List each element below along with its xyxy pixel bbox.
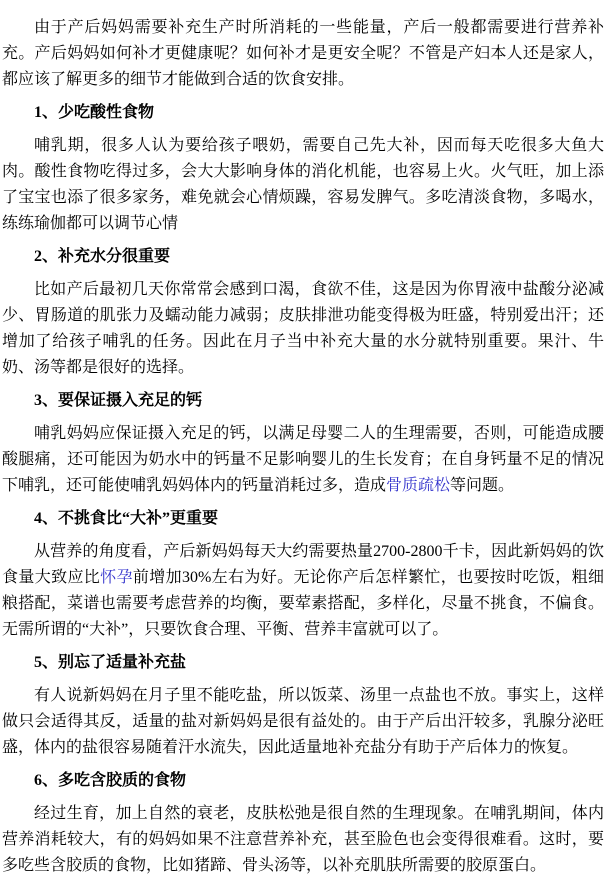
pregnancy-link[interactable]: 怀孕 [100,569,133,586]
paragraph-text: 哺乳妈妈应保证摄入充足的钙，以满足母婴二人的生理需要，否则，可能造成腰酸腿痛，还可能因为奶水中的钙量不足影响婴儿的生长发育；在自身钙量不足的情况下哺乳，还可能使哺乳妈妈体内的钙量消耗过多，造成 [2,425,604,494]
paragraph-text: 从营养的角度看，产后新妈妈每天大约需要热量2700-2800千卡，因此新妈妈的饮食量大致应比 [2,543,604,586]
paragraph-text: 等问题。 [450,477,515,494]
section-paragraph-6 [2,801,604,879]
section-heading-4: 4、不挑食比“大补”更重要 [34,510,219,527]
section-paragraph-1 [2,133,604,237]
osteoporosis-link[interactable]: 骨质疏松 [386,477,451,494]
paragraph-text: 有人说新妈妈在月子里不能吃盐，所以饭菜、汤里一点盐也不放。事实上，这样做只会适得其反，适量的盐对新妈妈是很有益处的。由于产后出汗较多，乳腺分泌旺盛，体内的盐很容易随着汗水流失，因此适量地补充盐分有助于产后体力的恢复。 [2,687,604,756]
section-paragraph-4 [2,539,604,643]
section-heading-3: 3、要保证摄入充足的钙 [34,392,203,409]
paragraph-text: 前增加30%左右为好。无论你产后怎样繁忙，也要按时吃饭，粗细粮搭配，菜谱也需要考虑营养的均衡，要荤素搭配，多样化，尽量不挑食，不偏食。无需所谓的“大补”，只要饮食合理、平衡、营养丰富就可以了。 [2,569,604,638]
intro-paragraph: 由于产后妈妈需要补充生产时所消耗的一些能量，产后一般都需要进行营养补充。产后妈妈如何补才更健康呢？如何补才是更安全呢？不管是产妇本人还是家人，都应该了解更多的细节才能做到合适的饮食安排。 [2,19,604,88]
section-heading-6: 6、多吃含胶质的食物 [34,772,187,789]
section-heading-2: 2、补充水分很重要 [34,248,171,265]
paragraph-text: 经过生育，加上自然的衰老，皮肤松弛是很自然的生理现象。在哺乳期间，体内营养消耗较大，有的妈妈如果不注意营养补充，甚至脸色也会变得很难看。这时，要多吃些含胶质的食物，比如猪蹄、骨头汤等，以补充肌肤所需要的胶原蛋白。 [2,805,604,874]
section-heading-1: 1、少吃酸性食物 [34,104,155,121]
section-heading-5: 5、别忘了适量补充盐 [34,654,187,671]
section-paragraph-5 [2,683,604,761]
section-paragraph-2 [2,277,604,381]
paragraph-text: 比如产后最初几天你常常会感到口渴，食欲不佳，这是因为你胃液中盐酸分泌减少、胃肠道的肌张力及蠕动能力减弱；皮肤排泄功能变得极为旺盛，特别爱出汗；还增加了给孩子哺乳的任务。因此在月子当中补充大量的水分就特别重要。果汁、牛奶、汤等都是很好的选择。 [2,281,604,376]
section-paragraph-3 [2,421,604,499]
paragraph-text: 哺乳期，很多人认为要给孩子喂奶，需要自己先大补，因而每天吃很多大鱼大肉。酸性食物吃得过多，会大大影响身体的消化机能，也容易上火。火气旺，加上添了宝宝也添了很多家务，难免就会心情烦躁，容易发脾气。多吃清淡食物，多喝水，练练瑜伽都可以调节心情 [2,137,604,232]
